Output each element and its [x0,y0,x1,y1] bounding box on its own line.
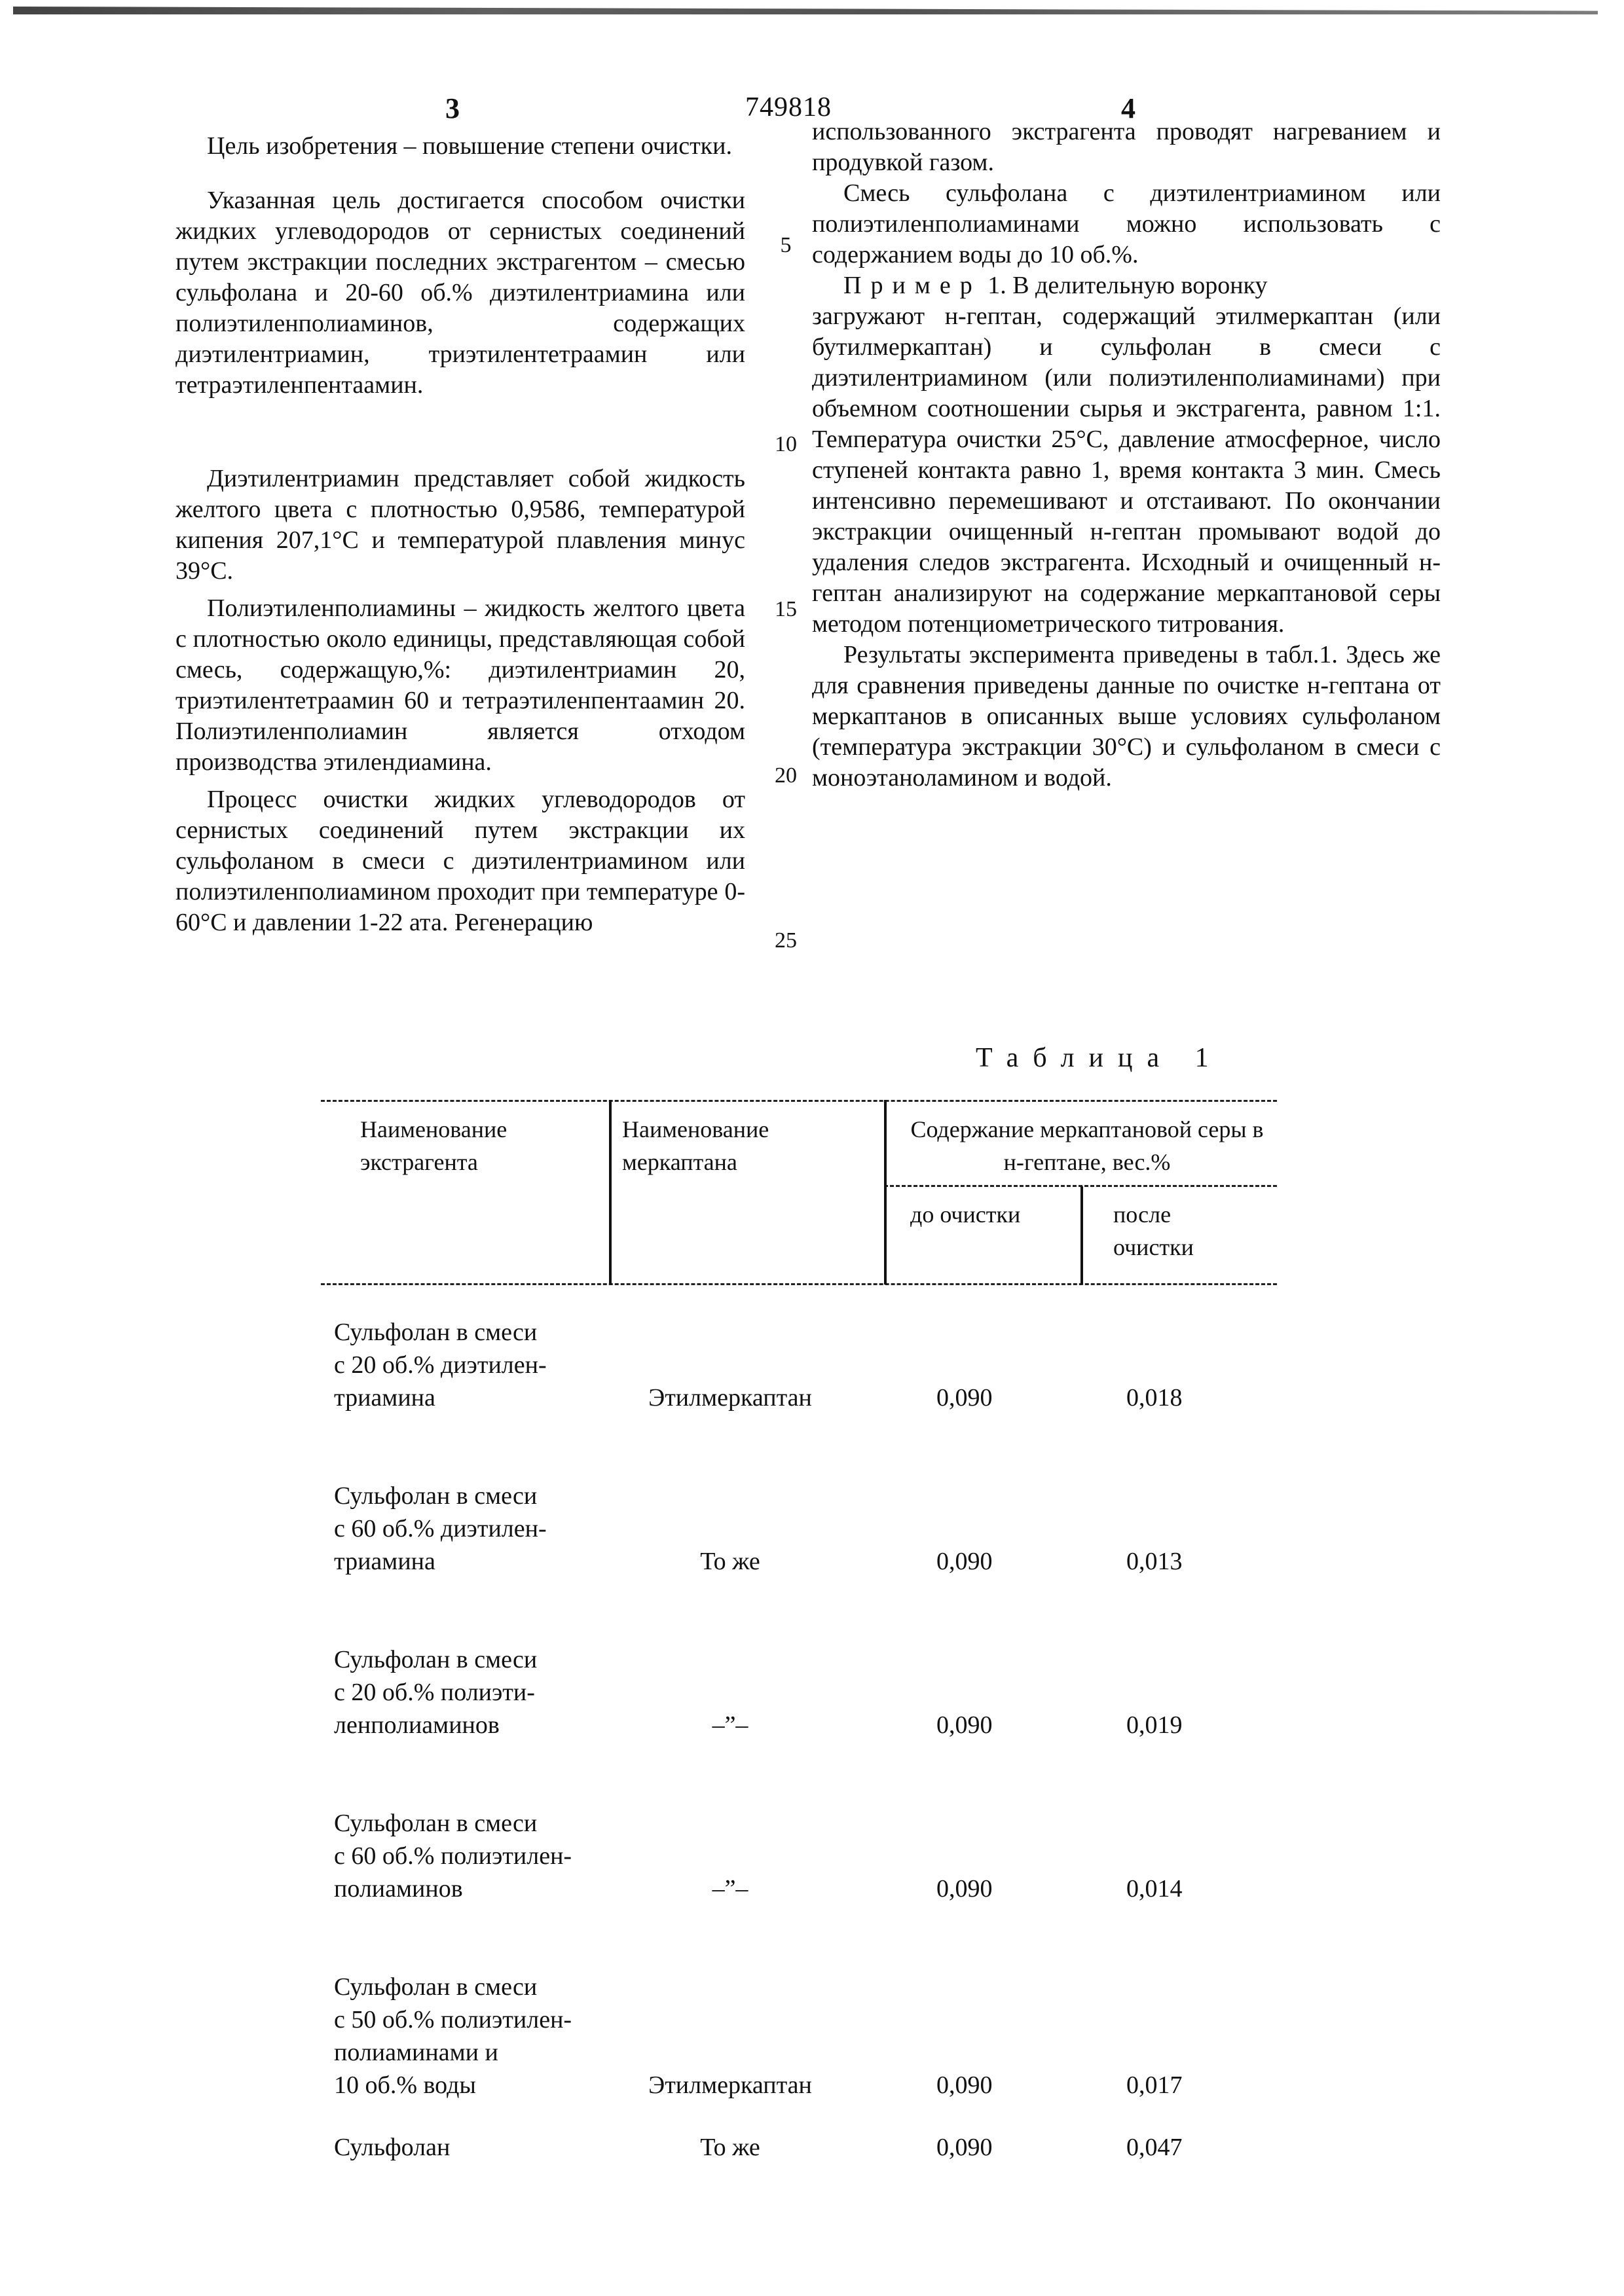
paragraph-results: Результаты эксперимента приведены в табл.1. Здесь же для сравнения приведены данные по очистке н-гептана от меркаптанов в описанных выше условиях сульфоланом (температура экстракции 30°С) и сульфоланом в смеси с моноэтаноламином и водой. [812,641,1441,792]
cell-mercaptan: Этилмеркаптан [648,1384,812,1412]
example-label: Пример [843,272,982,299]
cell-before: 0,090 [936,1711,993,1739]
cell-before: 0,090 [936,2071,993,2099]
table-top-rule [321,1100,1277,1102]
cell-extractant: ленполиаминов [334,1711,500,1739]
cell-after: 0,013 [1126,1548,1183,1575]
cell-before: 0,090 [936,1875,993,1903]
cell-mercaptan: То же [700,1548,760,1575]
left-page-number: 3 [445,92,460,124]
cell-extractant: Сульфолан в смеси [334,1973,538,2001]
cell-mercaptan: –”– [712,1875,748,1903]
example-intro: 1. В делительную воронку [987,272,1268,299]
cell-after: 0,047 [1126,2134,1183,2161]
cell-extractant: триамина [334,1548,435,1575]
cell-extractant: с 20 об.% диэтилен- [334,1351,547,1379]
line-number-10: 10 [775,432,797,456]
line-number-25: 25 [775,928,797,953]
cell-extractant: Сульфолан в смеси [334,1810,538,1837]
line-number-15: 15 [775,597,797,621]
header-after: после очистки [1113,1201,1194,1260]
paragraph-example-body: загружают н-гептан, содержащий этилмеркаптан (или бутилмеркаптан) и сульфолан в смеси с диэтилентриамином (или полиэтиленполиаминами) при объемном соотношении сырья и экстрагента, равном 1:1. Температура очистки 25°С, давление атмосферное, число ступеней контакта равно 1, время контакта 3 мин. Смесь интенсивно перемешивают и отстаивают. По окончании экстракции очищенный н-гептан промывают водой до удаления следов экстрагента. Исходный и очищенный н-гептан анализируют на содержание меркаптановой серы методом потенциометрического титрования. [812,302,1441,638]
paragraph-process: Процесс очистки жидких углеводородов от сернистых соединений путем экстракции их сульфоланом в смеси с диэтилентриамином или полиэтиленполиамином проходит при температуре 0-60°С и давлении 1-22 ата. Регенерацию [175,786,745,936]
cell-before: 0,090 [936,1548,993,1575]
scan-edge-artifact [13,7,1598,14]
cell-mercaptan: То же [700,2134,760,2161]
cell-extractant: с 60 об.% полиэтилен- [334,1842,572,1870]
cell-after: 0,014 [1126,1875,1183,1903]
cell-after: 0,017 [1126,2071,1183,2099]
line-number-20: 20 [775,763,797,788]
paragraph-polyamines: Полиэтиленполиамины – жидкость желтого цвета с плотностью около единицы, представляющая собой смесь, содержащую,%: диэтилентриамин 20, триэтилентетраамин 60 и тетраэтиленпентаамин 20. Полиэтиленполиамин является отходом производства этилендиамина. [175,594,745,776]
header-content: Содержание меркаптановой серы в н-гептане, вес.% [910,1116,1264,1175]
line-number-5: 5 [780,233,792,257]
cell-extractant: Сульфолан в смеси [334,1482,538,1510]
cell-extractant: триамина [334,1384,435,1412]
right-page-number: 4 [1121,92,1135,124]
right-column [812,117,1441,793]
cell-extractant: Сульфолан [334,2134,451,2161]
header-before: до очистки [910,1201,1021,1228]
cell-after: 0,018 [1126,1384,1183,1412]
paragraph-method: Указанная цель достигается способом очистки жидких углеводородов от сернистых соединений путем экстракции последних экстрагентом – смесью сульфолана и 20-60 об.% диэтилентриамина или полиэтиленполиаминов, содержащих диэтилентриамин, триэтилентетраамин или тетраэтиленпентаамин. [175,187,745,399]
cell-before: 0,090 [936,1384,993,1412]
cell-extractant: с 50 об.% полиэтилен- [334,2006,572,2033]
cell-before: 0,090 [936,2134,993,2161]
cell-extractant: с 60 об.% диэтилен- [334,1515,547,1542]
header-extractant: Наименование экстрагента [360,1116,507,1175]
patent-number: 749818 [745,92,832,122]
cell-after: 0,019 [1126,1711,1183,1739]
paragraph-water-content: Смесь сульфолана с диэтилентриамином или полиэтиленполиаминами можно использовать с содержанием воды до 10 об.%. [812,179,1441,268]
paragraph-regeneration: использованного экстрагента проводят нагреванием и продувкой газом. [812,118,1441,176]
left-column [175,131,745,938]
cell-extractant: полиаминов [334,1875,463,1903]
cell-mercaptan: –”– [712,1711,748,1739]
table-divider-2 [884,1100,887,1285]
paragraph-example-heading [812,270,1441,301]
cell-extractant: 10 об.% воды [334,2071,476,2099]
paragraph-diethylenetriamine: Диэтилентриамин представляет собой жидкость желтого цвета с плотностью 0,9586, температурой кипения 207,1°С и температурой плавления минус 39°С. [175,465,745,585]
cell-extractant: с 20 об.% полиэти- [334,1679,535,1706]
cell-extractant: Сульфолан в смеси [334,1319,538,1346]
cell-extractant: Сульфолан в смеси [334,1646,538,1673]
table-divider-1 [609,1100,612,1285]
table-header-bottom-rule [321,1283,1277,1285]
cell-extractant: полиаминами и [334,2039,498,2066]
table-title: Таблица 1 [976,1043,1223,1073]
paragraph-goal: Цель изобретения – повышение степени очистки. [207,132,732,160]
table-divider-3 [1080,1186,1083,1285]
header-mercaptan: Наименование меркаптана [622,1116,769,1175]
cell-mercaptan: Этилмеркаптан [648,2071,812,2099]
